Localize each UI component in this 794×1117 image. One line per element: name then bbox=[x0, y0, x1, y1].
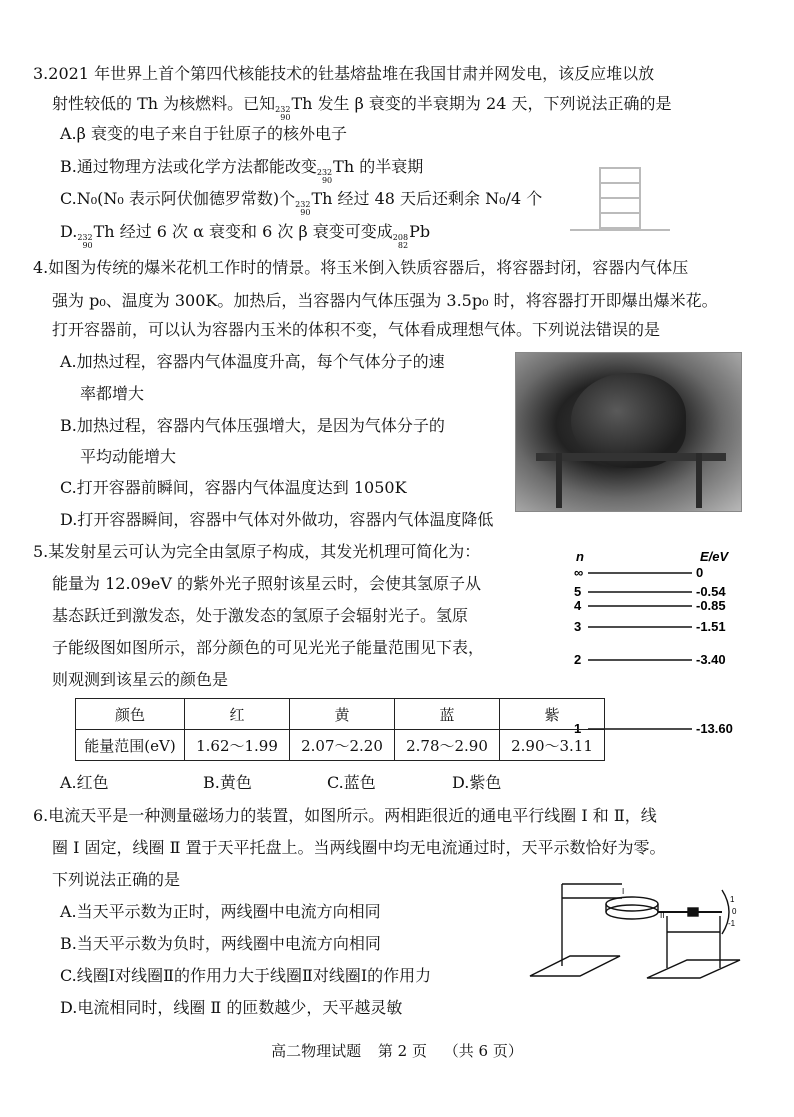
q5-stem-line5: 则观测到该星云的颜色是 bbox=[52, 670, 229, 689]
q4-stem-line2: 强为 p₀、温度为 300K。加热后，当容器内气体压强为 3.5p₀ 时，将容器打开即爆出爆米花。 bbox=[52, 291, 718, 310]
q6-option-b: B.当天平示数为负时，两线圈中电流方向相同 bbox=[60, 934, 381, 953]
q5-stem-line3: 基态跃迁到激发态，处于激发态的氢原子会辐射光子。氢原 bbox=[52, 606, 469, 625]
left-base bbox=[530, 956, 620, 976]
footer-total: （共 6 页） bbox=[443, 1042, 523, 1060]
n-axis-label: n bbox=[576, 549, 584, 564]
q3-stem-line1: 3.2021 年世界上首个第四代核能技术的钍基熔盐堆在我国甘肃并网发电，该反应堆以放 bbox=[33, 64, 655, 83]
level-n-2: 2 bbox=[574, 652, 582, 667]
q4-stem-line3: 打开容器前，可以认为容器内玉米的体积不变，气体看成理想气体。下列说法错误的是 bbox=[52, 320, 661, 339]
coil-label-i: I bbox=[622, 887, 625, 896]
q6-stem-line2: 圈 Ⅰ 固定，线圈 Ⅱ 置于天平托盘上。当两线圈中均无电流通过时，天平示数恰好为零。 bbox=[52, 838, 666, 857]
q6-stem-line3: 下列说法正确的是 bbox=[52, 870, 181, 889]
level-e-1: -13.60 bbox=[696, 721, 733, 736]
q5-option-a: A.红色 bbox=[60, 773, 109, 792]
table-cell: 2.90～3.11 bbox=[500, 730, 605, 761]
popcorn-machine-photo bbox=[515, 352, 742, 512]
page-footer bbox=[0, 1040, 794, 1061]
table-cell: 1.62～1.99 bbox=[185, 730, 290, 761]
level-n-inf: ∞ bbox=[574, 565, 584, 580]
q4-option-a-line1: A.加热过程，容器内气体温度升高，每个气体分子的速 bbox=[60, 352, 445, 371]
table-cell: 紫 bbox=[500, 699, 605, 730]
q5-option-c: C.蓝色 bbox=[327, 773, 376, 792]
q4-option-b-line2: 平均动能增大 bbox=[80, 447, 177, 466]
scale-label-minus1: -1 bbox=[728, 919, 736, 928]
level-e-4: -0.85 bbox=[696, 598, 726, 613]
q6-option-c: C.线圈Ⅰ对线圈Ⅱ的作用力大于线圈Ⅱ对线圈Ⅰ的作用力 bbox=[60, 966, 432, 985]
q3-option-d: D. 232 90 Th 经过 6 次 α 衰变和 6 次 β 衰变可变成 208 82 Pb bbox=[60, 222, 431, 250]
table-cell: 颜色 bbox=[76, 699, 185, 730]
q5-option-b: B.黄色 bbox=[203, 773, 252, 792]
q6-option-d: D.电流相同时，线圈 Ⅱ 的匝数越少，天平越灵敏 bbox=[60, 998, 403, 1017]
level-e-inf: 0 bbox=[696, 565, 704, 580]
table-row bbox=[76, 730, 605, 761]
scale-label-0: 0 bbox=[732, 907, 737, 916]
energy-axis-label: E/eV bbox=[700, 549, 729, 564]
q5-stem-line2: 能量为 12.09eV 的紫外光子照射该星云时，会使其氢原子从 bbox=[52, 574, 482, 593]
level-e-5: -0.54 bbox=[696, 584, 726, 599]
q3-option-b: B.通过物理方法或化学方法都能改变 232 90 Th 的半衰期 bbox=[60, 157, 424, 185]
q4-option-a-line2: 率都增大 bbox=[80, 384, 145, 403]
footer-page: 第 2 页 bbox=[377, 1042, 427, 1060]
footer-subject: 高二物理试题 bbox=[271, 1042, 362, 1060]
coil-i bbox=[606, 897, 658, 911]
coil-label-ii: II bbox=[660, 911, 665, 920]
q5-option-d: D.紫色 bbox=[452, 773, 502, 792]
q3-option-a: A.β 衰变的电子来自于钍原子的核外电子 bbox=[60, 124, 347, 143]
level-n-3: 3 bbox=[574, 619, 582, 634]
q4-option-b-line1: B.加热过程，容器内气体压强增大，是因为气体分子的 bbox=[60, 416, 445, 435]
q4-option-d: D.打开容器瞬间，容器中气体对外做功，容器内气体温度降低 bbox=[60, 510, 494, 529]
level-n-4: 4 bbox=[574, 598, 582, 613]
q5-stem-line4: 子能级图如图所示，部分颜色的可见光光子能量范围见下表， bbox=[52, 638, 485, 657]
scale-label-1: 1 bbox=[730, 895, 735, 904]
table-cell: 2.07～2.20 bbox=[290, 730, 395, 761]
pivot bbox=[688, 908, 698, 916]
coil-ii bbox=[606, 905, 658, 919]
right-base bbox=[647, 960, 740, 978]
table-cell: 能量范围(eV) bbox=[76, 730, 185, 761]
q3-option-c: C.N₀(N₀ 表示阿伏伽德罗常数)个 232 90 Th 经过 48 天后还剩余 N₀/4 个 bbox=[60, 189, 543, 217]
q6-option-a: A.当天平示数为正时，两线圈中电流方向相同 bbox=[60, 902, 381, 921]
q4-stem-line1: 4.如图为传统的爆米花机工作时的情景。将玉米倒入铁质容器后，将容器封闭，容器内气体压 bbox=[33, 258, 689, 277]
color-energy-table bbox=[75, 698, 605, 761]
q3-stem-line2: 射性较低的 Th 为核燃料。已知 232 90 Th 发生 β 衰变的半衰期为 24 天，下列说法正确的是 bbox=[52, 94, 672, 122]
q6-stem-line1: 6.电流天平是一种测量磁场力的装置，如图所示。两相距很近的通电平行线圈 Ⅰ 和 Ⅱ，线 bbox=[33, 806, 657, 825]
current-balance-figure bbox=[522, 868, 747, 986]
bleed-through-sketch bbox=[560, 158, 680, 240]
level-e-2: -3.40 bbox=[696, 652, 726, 667]
q5-stem-line1: 5.某发射星云可认为完全由氢原子构成，其发光机理可简化为： bbox=[33, 542, 481, 561]
level-n-5: 5 bbox=[574, 584, 582, 599]
q4-option-c: C.打开容器前瞬间，容器内气体温度达到 1050K bbox=[60, 478, 407, 497]
table-cell: 蓝 bbox=[395, 699, 500, 730]
table-cell: 红 bbox=[185, 699, 290, 730]
level-e-3: -1.51 bbox=[696, 619, 726, 634]
table-cell: 黄 bbox=[290, 699, 395, 730]
table-header-row bbox=[76, 699, 605, 730]
level-n-1: 1 bbox=[574, 721, 582, 736]
table-cell: 2.78～2.90 bbox=[395, 730, 500, 761]
